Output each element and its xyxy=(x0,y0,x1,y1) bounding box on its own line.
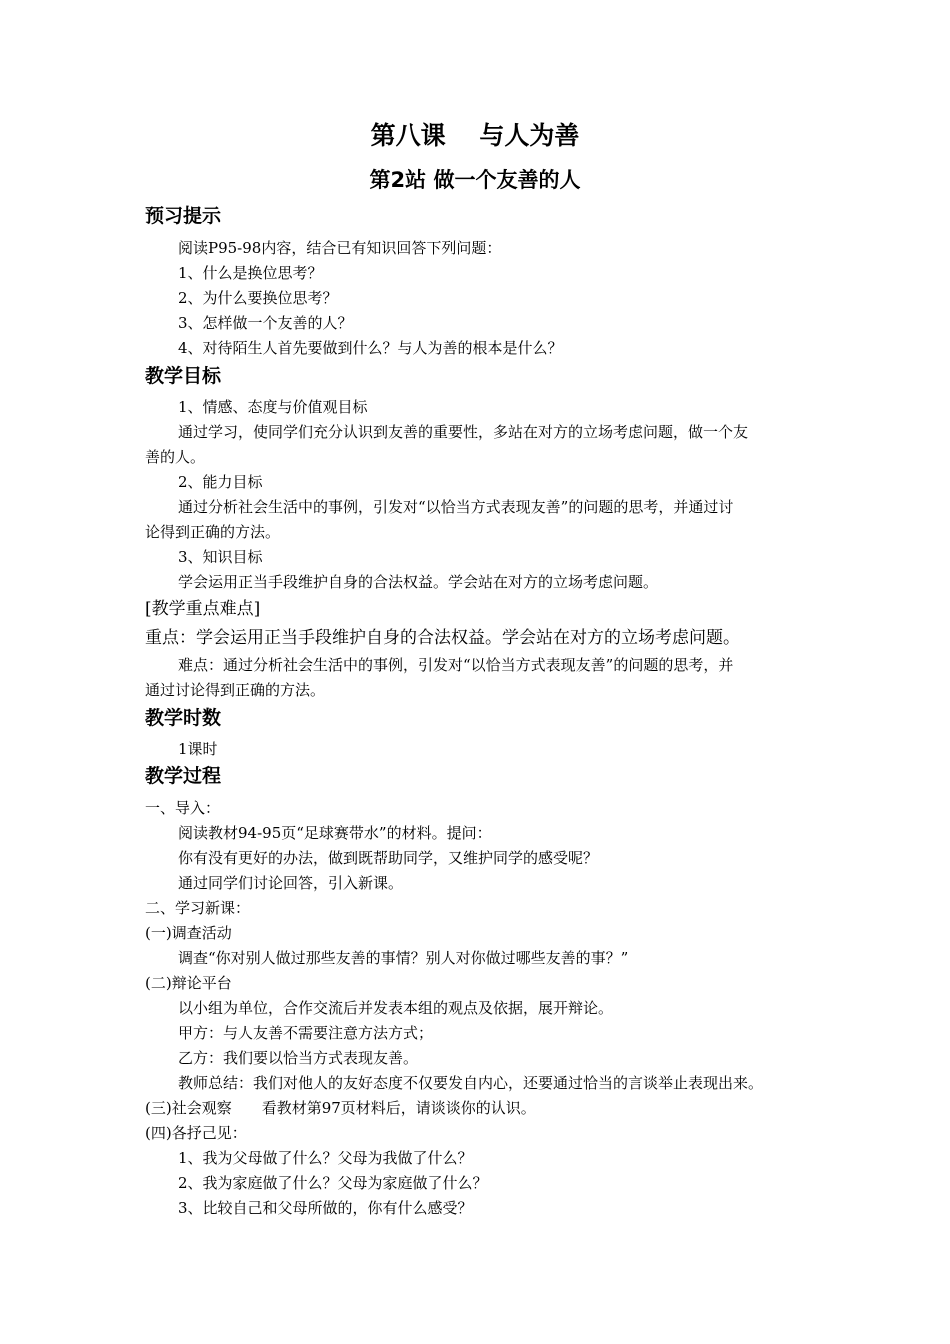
process-line: 你有没有更好的办法，做到既帮助同学，又维护同学的感受呢？ xyxy=(178,849,599,867)
process-line: 乙方：我们要以恰当方式表现友善。 xyxy=(178,1049,419,1067)
section-heading-goals: 教学目标 xyxy=(145,365,222,387)
preview-question: 2、为什么要换位思考？ xyxy=(178,289,338,307)
hours-value: 1课时 xyxy=(178,740,218,758)
difficult-point: 难点：通过分析社会生活中的事例，引发对“以恰当方式表现友善”的问题的思考，并 xyxy=(178,656,734,674)
process-line: 甲方：与人友善不需要注意方法方式； xyxy=(178,1024,434,1042)
process-question: 3、比较自己和父母所做的，你有什么感受？ xyxy=(178,1199,473,1217)
preview-question: 3、怎样做一个友善的人？ xyxy=(178,314,353,332)
process-subsection: (一)调查活动 xyxy=(145,924,232,942)
page-title: 第八课 与人为善 xyxy=(370,121,580,150)
process-line: 通过同学们讨论回答，引入新课。 xyxy=(178,874,404,892)
page-subtitle: 第2站 做一个友善的人 xyxy=(369,168,581,192)
goal-text: 善的人。 xyxy=(145,448,206,466)
section-heading-preview: 预习提示 xyxy=(145,205,222,227)
section-heading-process: 教学过程 xyxy=(145,765,222,787)
preview-question: 4、对待陌生人首先要做到什么？与人为善的根本是什么？ xyxy=(178,339,563,357)
goal-text: 论得到正确的方法。 xyxy=(145,523,281,541)
process-subsection: (三)社会观察 看教材第97页材料后，请谈谈你的认识。 xyxy=(145,1099,536,1117)
goal-text: 通过分析社会生活中的事例，引发对“以恰当方式表现友善”的问题的思考，并通过讨 xyxy=(178,498,734,516)
process-subsection: (四)各抒己见： xyxy=(145,1124,247,1142)
section-heading-keypoints: [教学重点难点] xyxy=(145,599,261,619)
preview-intro: 阅读P95-98内容，结合已有知识回答下列问题： xyxy=(178,239,502,257)
preview-question: 1、什么是换位思考？ xyxy=(178,264,323,282)
difficult-point: 通过讨论得到正确的方法。 xyxy=(145,681,326,699)
process-line: 教师总结：我们对他人的友好态度不仅要发自内心，还要通过恰当的言谈举止表现出来。 xyxy=(178,1074,764,1092)
process-question: 2、我为家庭做了什么？父母为家庭做了什么？ xyxy=(178,1174,488,1192)
process-subsection: (二)辩论平台 xyxy=(145,974,232,992)
section-heading-hours: 教学时数 xyxy=(145,707,222,729)
key-point: 重点：学会运用正当手段维护自身的合法权益。学会站在对方的立场考虑问题。 xyxy=(145,628,740,648)
goal-label: 1、情感、态度与价值观目标 xyxy=(178,398,368,416)
process-line: 阅读教材94-95页“足球赛带水”的材料。提问： xyxy=(178,824,492,842)
process-part: 二、学习新课： xyxy=(145,899,251,917)
process-line: 调查“你对别人做过那些友善的事情？别人对你做过哪些友善的事？” xyxy=(178,949,629,967)
process-line: 以小组为单位，合作交流后并发表本组的观点及依据，展开辩论。 xyxy=(178,999,614,1017)
goal-label: 2、能力目标 xyxy=(178,473,263,491)
goal-text: 通过学习，使同学们充分认识到友善的重要性，多站在对方的立场考虑问题，做一个友 xyxy=(178,423,749,441)
goal-label: 3、知识目标 xyxy=(178,548,263,566)
process-part: 一、导入： xyxy=(145,799,221,817)
goal-text: 学会运用正当手段维护自身的合法权益。学会站在对方的立场考虑问题。 xyxy=(178,573,659,591)
process-question: 1、我为父母做了什么？父母为我做了什么？ xyxy=(178,1149,473,1167)
